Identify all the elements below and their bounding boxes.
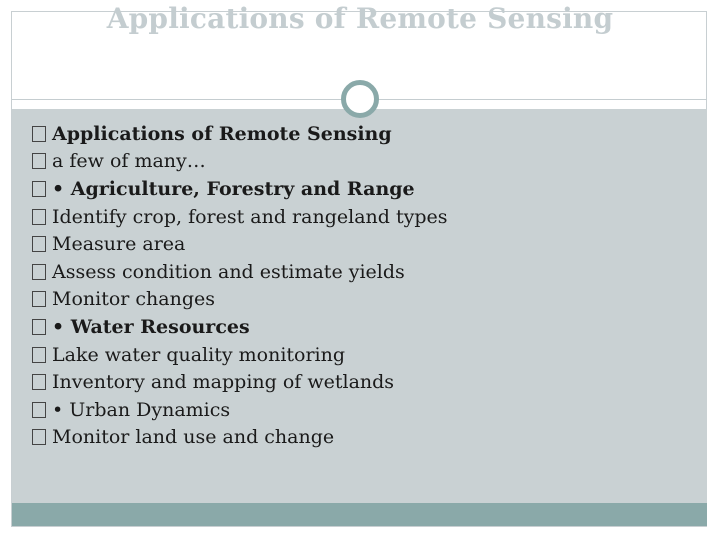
- missing-glyph-icon: [32, 236, 46, 252]
- bullet-item: [32, 175, 447, 203]
- bullet-text: Inventory and mapping of wetlands: [52, 371, 395, 394]
- missing-glyph-icon: [32, 347, 46, 363]
- bullet-text: Identify crop, forest and rangeland types: [52, 205, 448, 228]
- bullet-text: a few of many…: [52, 150, 206, 173]
- ring-icon: [341, 80, 379, 118]
- slide-title: Applications of Remote Sensing: [106, 2, 614, 35]
- bullet-item: [32, 341, 447, 369]
- bullet-text: • Agriculture, Forestry and Range: [52, 177, 415, 200]
- bullet-item: [32, 230, 447, 258]
- missing-glyph-icon: [32, 429, 46, 445]
- bullet-text: Measure area: [52, 233, 186, 256]
- bullet-item: [32, 368, 447, 396]
- bullet-text: Monitor land use and change: [52, 426, 335, 449]
- bullet-item: [32, 313, 447, 341]
- missing-glyph-icon: [32, 291, 46, 307]
- bullet-text: Lake water quality monitoring: [52, 343, 346, 366]
- bullet-list: [32, 120, 447, 451]
- bottom-accent-bar: [12, 503, 707, 526]
- bullet-text: • Urban Dynamics: [52, 398, 231, 421]
- bullet-item: [32, 424, 447, 452]
- bullet-item: [32, 148, 447, 176]
- missing-glyph-icon: [32, 209, 46, 225]
- bullet-item: [32, 286, 447, 314]
- bullet-item: [32, 396, 447, 424]
- missing-glyph-icon: [32, 264, 46, 280]
- missing-glyph-icon: [32, 181, 46, 197]
- bullet-text: Assess condition and estimate yields: [52, 260, 405, 283]
- missing-glyph-icon: [32, 319, 46, 335]
- missing-glyph-icon: [32, 153, 46, 169]
- bullet-text: Applications of Remote Sensing: [52, 122, 392, 145]
- bullet-item: [32, 203, 447, 231]
- bullet-text: Monitor changes: [52, 288, 216, 311]
- bullet-text: • Water Resources: [52, 315, 250, 338]
- bullet-item: [32, 258, 447, 286]
- bullet-item: [32, 120, 447, 148]
- missing-glyph-icon: [32, 126, 46, 142]
- missing-glyph-icon: [32, 374, 46, 390]
- missing-glyph-icon: [32, 402, 46, 418]
